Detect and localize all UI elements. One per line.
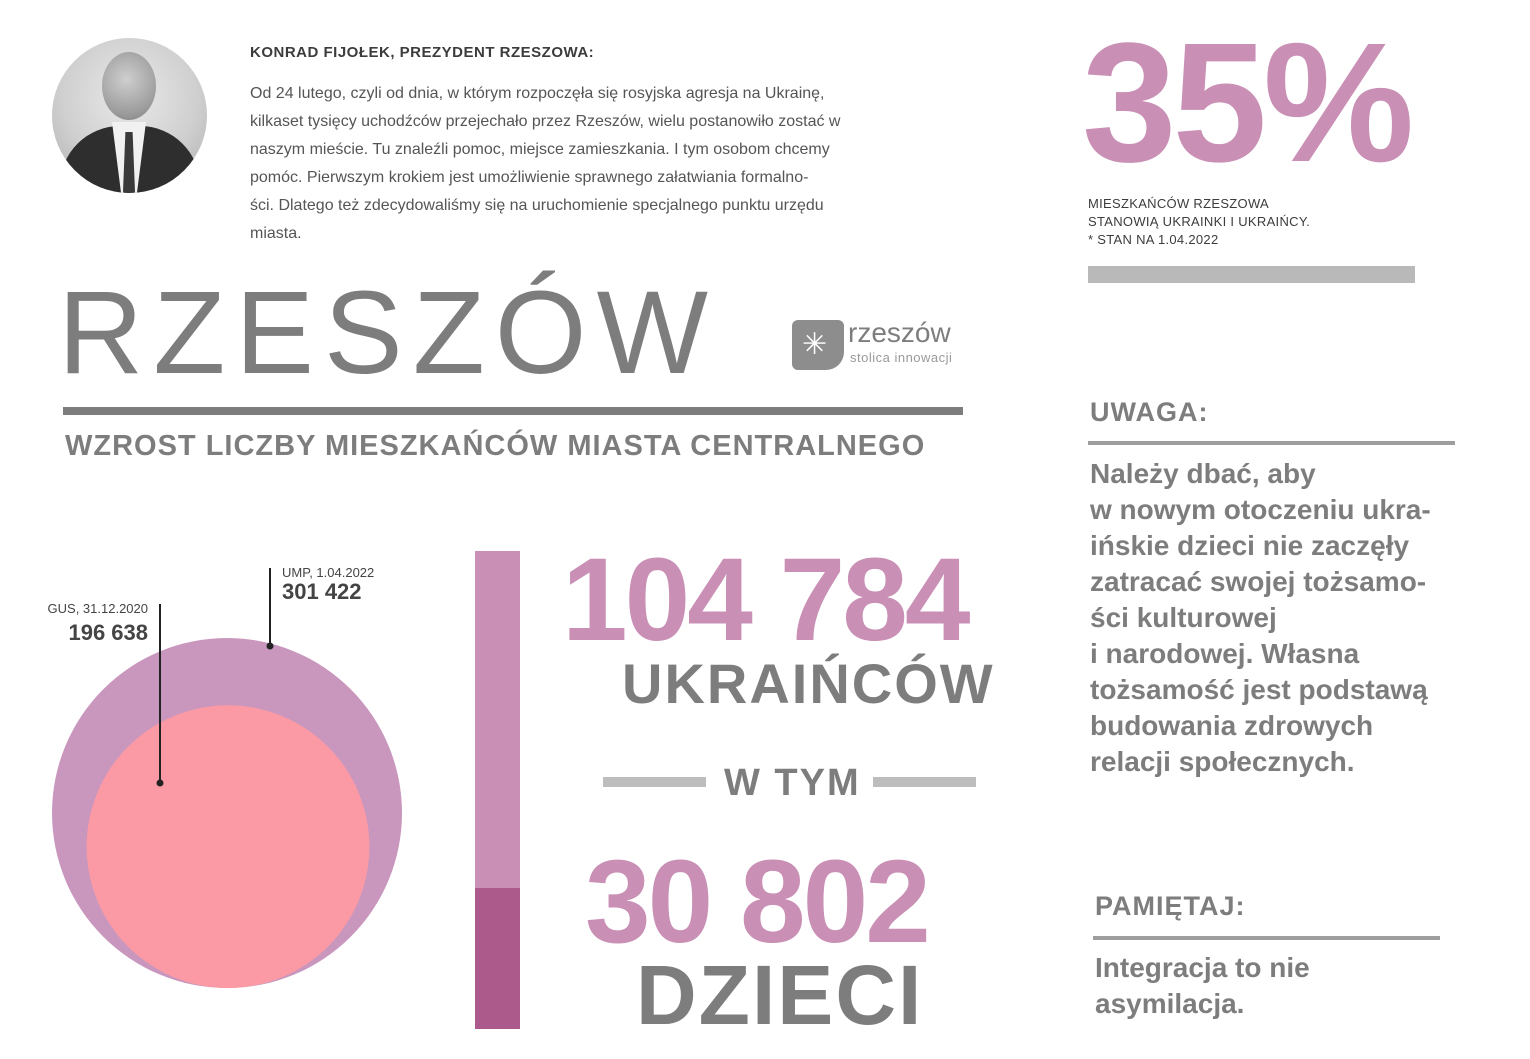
uwaga-line: budowania zdrowych [1090,710,1374,741]
source-label-gus: GUS, 31.12.2020 [47,601,148,616]
connector-dash-left [603,777,706,787]
share-note-line: STANOWIĄ UKRAINKI I UKRAIŃCY. [1088,214,1311,229]
quote-line: miasta. [250,225,302,242]
connector-dash-right [873,777,976,787]
connector-label: W TYM [724,762,861,804]
uwaga-line: tożsamość jest podstawą [1090,674,1428,705]
pamietaj-line: asymilacja. [1095,988,1245,1019]
uwaga-line: relacji społecznych. [1090,746,1355,777]
uwaga-line: w nowym otoczeniu ukra- [1090,494,1431,525]
uwaga-rule [1088,441,1455,445]
chart-subtitle: WZROST LICZBY MIESZKAŃCÓW MIASTA CENTRALNEGO [65,430,926,462]
quote-line: Od 24 lutego, czyli od dnia, w którym rozpoczęła się rosyjska agresja na Ukrainę, [250,85,825,102]
city-logo [792,316,962,372]
quote-line: kilkaset tysięcy uchodźców przejechało przez Rzeszów, wielu postanowiło zostać w [250,113,841,130]
share-note-line: * STAN NA 1.04.2022 [1088,232,1219,247]
ukrainians-bar [475,551,520,1029]
share-divider [1088,266,1415,283]
uwaga-line: zatracać swojej tożsamo- [1090,566,1427,597]
leader-dot-gus [157,780,164,787]
city-title: RZESZÓW [58,267,718,399]
quote-line: ści. Dlatego też zdecydowaliśmy się na uruchomienie specjalnego punktu urzędu [250,197,824,214]
quote-text [250,80,990,248]
portrait-head [102,52,156,120]
uwaga-title: UWAGA: [1090,397,1209,427]
value-label-ump: 301 422 [282,579,362,604]
children-total: 30 802 [585,836,928,968]
pamietaj-title: PAMIĘTAJ: [1095,891,1246,921]
logo-mark-icon: ✳ [792,320,844,370]
uwaga-line: ści kulturowej [1090,602,1277,633]
leader-dot-ump [267,643,274,650]
share-note-line: MIESZKAŃCÓW RZESZOWA [1088,196,1270,211]
portrait-photo [52,38,207,193]
pamietaj-line: Integracja to nie [1095,952,1310,983]
ukrainians-label: UKRAIŃCÓW [622,652,995,715]
pamietaj-text [1095,950,1495,1022]
population-bubble-chart [0,540,470,1000]
source-label-ump: UMP, 1.04.2022 [282,565,375,580]
title-rule [63,407,963,415]
quote-line: naszym mieście. Tu znaleźli pomoc, miejsce zamieszkania. I tym osobom chcemy [250,141,830,158]
quote-line: pomóc. Pierwszym krokiem jest umożliwienie sprawnego załatwiania formalno- [250,169,809,186]
share-note [1088,195,1418,249]
ukrainians-total: 104 784 [562,534,968,666]
quote-author: KONRAD FIJOŁEK, PREZYDENT RZESZOWA: [250,44,595,61]
children-label: DZIECI [636,948,924,1042]
uwaga-line: i narodowej. Własna [1090,638,1360,669]
uwaga-text [1090,456,1510,780]
bubble-gus-2020 [87,705,370,988]
logo-name: rzeszów [848,317,951,348]
uwaga-line: Należy dbać, aby [1090,458,1316,489]
logo-tagline: stolica innowacji [850,350,953,365]
share-value: 35% [1082,8,1411,198]
value-label-gus: 196 638 [68,620,148,645]
uwaga-line: ińskie dzieci nie zaczęły [1090,530,1410,561]
pamietaj-rule [1093,936,1440,940]
children-bar-segment [475,888,520,1029]
